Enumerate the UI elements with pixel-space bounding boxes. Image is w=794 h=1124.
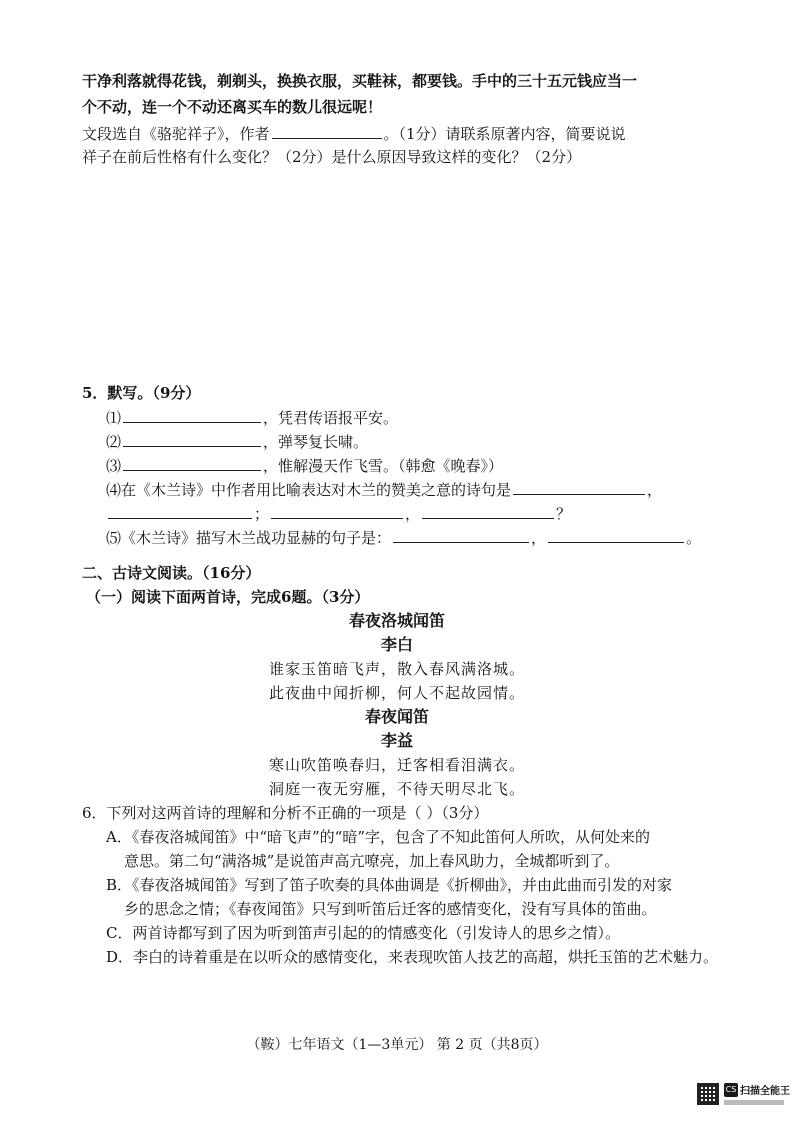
q5-item-2 <box>106 430 368 453</box>
q5-item-5 <box>106 526 701 549</box>
q5-item-4-prefix: ⑷在《木兰诗》中作者用比喻表达对木兰的赞美之意的诗句是 <box>106 481 512 499</box>
q5-item-4-blank-4[interactable] <box>422 502 554 519</box>
question-5-header: 5．默写。（9分） <box>82 384 201 402</box>
q5-item-2-blank[interactable] <box>123 430 261 447</box>
q5-item-1-blank[interactable] <box>123 406 261 423</box>
scanner-watermark-subline <box>724 1100 784 1105</box>
q5-item-3 <box>106 454 503 477</box>
q6-option-c: C．两首诗都写到了因为听到笛声引起的的情感变化（引发诗人的思乡之情）。 <box>106 924 620 942</box>
q5-item-2-num: ⑵ <box>106 433 122 451</box>
section-2-header: 二、古诗文阅读。（16分） <box>82 564 261 582</box>
passage-line-2: 个不动，连一个不动还离买车的数儿很远呢！ <box>82 98 383 116</box>
passage-line-1: 干净利落就得花钱，剃剃头，换换衣服，买鞋袜，都要钱。手中的三十五元钱应当一 <box>82 72 638 90</box>
q6-option-a-line-1: A．《春夜洛城闻笛》中“暗飞声”的“暗”字，包含了不知此笛何人所吹，从何处来的 <box>106 828 651 846</box>
q6-option-a-line-2: 意思。第二句“满洛城”是说笛声高亢嘹亮，加上春风助力，全城都听到了。 <box>124 852 620 870</box>
q5-item-4-semicolon: ； <box>254 505 270 523</box>
question-4-prefix: 文段选自《骆驼祥子》，作者 <box>82 125 270 143</box>
q5-item-5-blank-2[interactable] <box>548 526 684 543</box>
q5-item-5-period: 。 <box>686 529 702 547</box>
poem-2-line-1: 寒山吹笛唤春归，迁客相看泪满衣。 <box>268 756 525 774</box>
q5-item-4-blank-3[interactable] <box>271 502 403 519</box>
poem-2-line-2: 洞庭一夜无穷雁，不待天明尽北飞。 <box>268 780 525 798</box>
poem-1-author: 李白 <box>380 635 413 654</box>
q5-item-4-line-2 <box>106 502 571 525</box>
question-4-line-2: 祥子在前后性格有什么变化？（2分）是什么原因导致这样的变化？（2分） <box>82 148 582 166</box>
scanner-logo-icon: CS <box>724 1083 738 1097</box>
q5-item-4-comma: ， <box>647 481 663 499</box>
q6-option-b-line-2: 乡的思念之情；《春夜闻笛》只写到听笛后迁客的感情变化，没有写具体的笛曲。 <box>124 900 657 918</box>
q5-item-4-comma-2: ， <box>405 505 421 523</box>
qr-code-icon <box>697 1083 719 1105</box>
page-footer: （鞍）七年语文（1—3单元） 第 2 页（共8页） <box>246 1037 548 1053</box>
q5-item-3-num: ⑶ <box>106 457 122 475</box>
question-6-stem: 6．下列对这两首诗的理解和分析不正确的一项是（ ）（3分） <box>82 804 489 822</box>
q5-item-3-blank[interactable] <box>123 454 261 471</box>
q5-item-1 <box>106 406 398 429</box>
q5-item-4-blank-2[interactable] <box>108 502 252 519</box>
poem-1-line-2: 此夜曲中闻折柳，何人不起故园情。 <box>268 684 525 702</box>
poem-2-author: 李益 <box>380 731 413 750</box>
scanner-watermark-text: 扫描全能王 <box>740 1086 790 1097</box>
q5-item-1-text: ，凭君传语报平安。 <box>263 409 399 427</box>
question-4-line-1 <box>82 122 626 145</box>
poem-1-title: 春夜洛城闻笛 <box>348 611 445 630</box>
q5-item-3-text: ，惟解漫天作飞雪。（韩愈《晚春》） <box>263 457 504 475</box>
q5-item-4-question-mark: ？ <box>556 505 572 523</box>
section-2-subheader: （一）阅读下面两首诗，完成6题。（3分） <box>86 588 370 606</box>
q5-item-5-comma: ， <box>531 529 547 547</box>
q5-item-5-prefix: ⑸《木兰诗》描写木兰战功显赫的句子是： <box>106 529 392 547</box>
author-blank[interactable] <box>272 122 382 139</box>
q5-item-4-line-1 <box>106 478 662 501</box>
q6-option-d: D．李白的诗着重是在以听众的感情变化，来表现吹笛人技艺的高超，烘托玉笛的艺术魅力。 <box>106 948 719 966</box>
poem-2-title: 春夜闻笛 <box>364 707 429 726</box>
q5-item-2-text: ，弹琴复长啸。 <box>263 433 369 451</box>
q5-item-5-blank-1[interactable] <box>393 526 529 543</box>
question-4-suffix: 。（1分）请联系原著内容，简要说说 <box>383 125 626 143</box>
q5-item-1-num: ⑴ <box>106 409 122 427</box>
q5-item-4-blank-1[interactable] <box>513 478 645 495</box>
q6-option-b-line-1: B．《春夜洛城闻笛》写到了笛子吹奏的具体曲调是《折柳曲》，并由此曲而引发的对家 <box>106 876 673 894</box>
poem-1-line-1: 谁家玉笛暗飞声，散入春风满洛城。 <box>268 660 525 678</box>
